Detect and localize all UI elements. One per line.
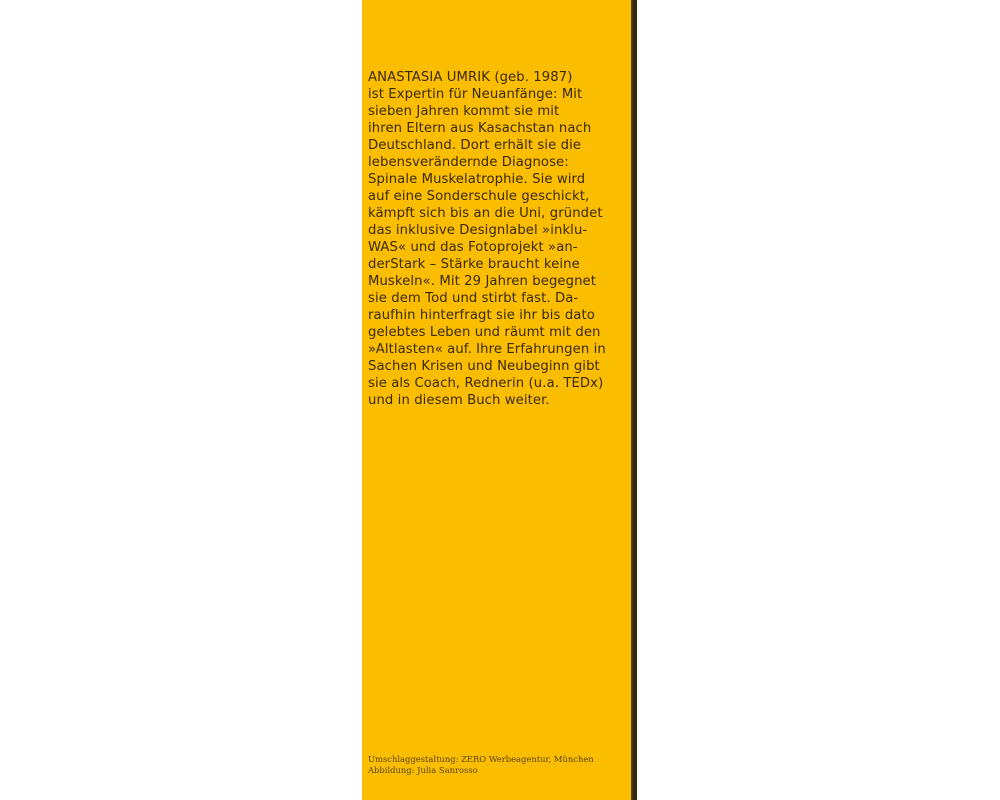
image-credit: Abbildung: Julia Sanrosso [368,765,478,775]
cover-credits [368,754,608,776]
fold-shadow [631,0,637,800]
bio-line: raufhin hinterfragt sie ihr bis dato [368,308,595,323]
bio-line: Deutschland. Dort erhält sie die [368,138,582,153]
bio-line: das inklusive Designlabel »inklu- [368,223,588,238]
bio-line: sieben Jahren kommt sie mit [368,104,560,119]
bio-line: ihren Eltern aus Kasachstan nach [368,121,592,136]
bio-line: ANASTASIA UMRIK (geb. 1987) [368,70,573,85]
author-bio [368,69,604,409]
design-credit: Umschlaggestaltung: ZERO Werbeagentur, München [368,754,594,764]
bio-line: Sachen Krisen und Neubeginn gibt [368,359,600,374]
bio-line: kämpft sich bis an die Uni, gründet [368,206,603,221]
bio-line: lebensverändernde Diagnose: [368,155,569,170]
bio-line: »Altlasten« auf. Ihre Erfahrungen in [368,342,606,357]
bio-line: gelebtes Leben und räumt mit den [368,325,601,340]
bio-line: Spinale Muskelatrophie. Sie wird [368,172,586,187]
bio-line: ist Expertin für Neuanfänge: Mit [368,87,583,102]
bio-line: und in diesem Buch weiter. [368,393,550,408]
bio-line: sie dem Tod und stirbt fast. Da- [368,291,579,306]
bio-line: Muskeln«. Mit 29 Jahren begegnet [368,274,597,289]
bio-line: derStark – Stärke braucht keine [368,257,580,272]
bio-line: WAS« und das Fotoprojekt »an- [368,240,578,255]
bio-line: auf eine Sonderschule geschickt, [368,189,590,204]
bio-line: sie als Coach, Rednerin (u.a. TEDx) [368,376,604,391]
